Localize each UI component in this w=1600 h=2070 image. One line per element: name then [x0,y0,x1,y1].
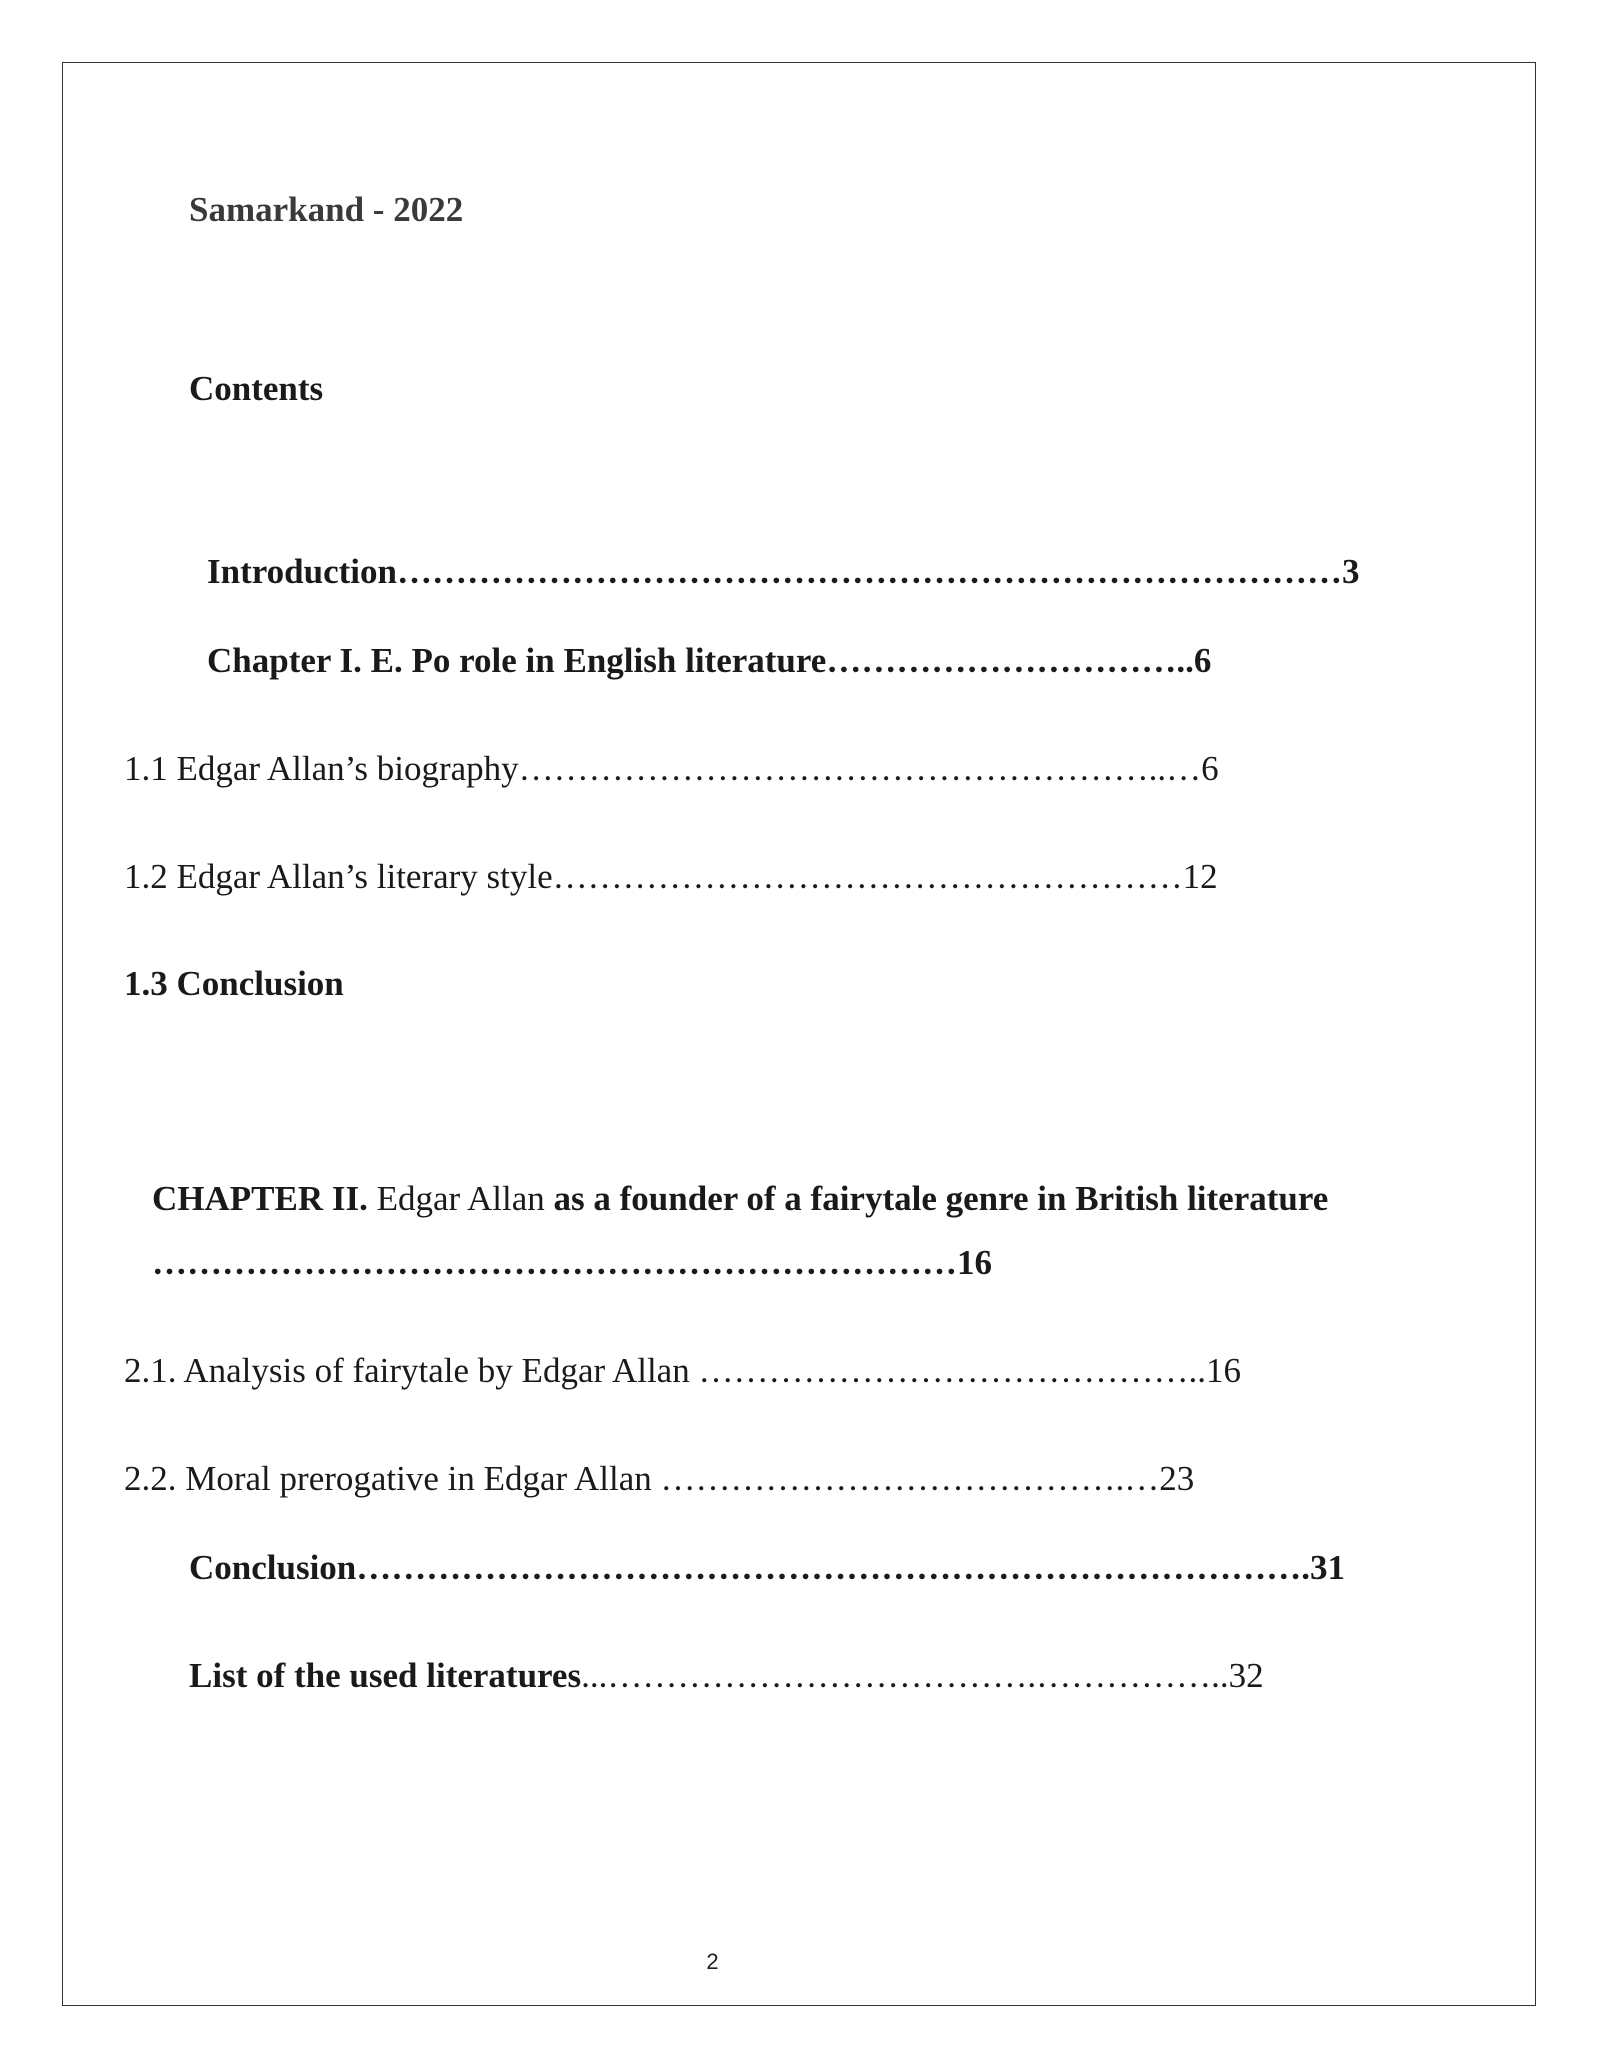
toc-chapter-2[interactable] [152,1177,1328,1221]
toc-introduction[interactable]: Introduction………………………………………………………………………3 [207,552,1360,591]
toc-chapter-2-page: ……………………………………………………………16 [152,1243,992,1282]
toc-item-1-2[interactable]: 1.2 Edgar Allan’s literary style………………………………………………12 [124,857,1218,896]
toc-item-1-1[interactable]: 1.1 Edgar Allan’s biography………………………………………………..…6 [124,749,1219,788]
chapter-2-author: Edgar Allan [376,1179,545,1218]
chapter-2-prefix: CHAPTER II. [152,1179,368,1218]
city-year: Samarkand - 2022 [189,190,464,229]
literature-label: List of the used literatures [189,1656,582,1695]
toc-item-2-2[interactable]: 2.2. Moral prerogative in Edgar Allan ………………………………….…23 [124,1459,1195,1498]
toc-conclusion[interactable]: Conclusion……………………………………………………………………….31 [189,1548,1346,1587]
literature-page: ...……………………………….……………..32 [581,1656,1264,1695]
page-border [62,62,1536,2006]
contents-heading: Contents [189,369,324,408]
toc-literature[interactable] [189,1654,1264,1698]
chapter-2-title: as a founder of a fairytale genre in British literature [553,1179,1329,1218]
page-number: 2 [706,1949,719,1974]
toc-chapter-1[interactable]: Chapter I. E. Po role in English literature…………………………..6 [207,641,1212,680]
toc-item-1-3[interactable]: 1.3 Conclusion [124,964,344,1003]
toc-item-2-1[interactable]: 2.1. Analysis of fairytale by Edgar Allan ……………………………………..16 [124,1351,1241,1390]
